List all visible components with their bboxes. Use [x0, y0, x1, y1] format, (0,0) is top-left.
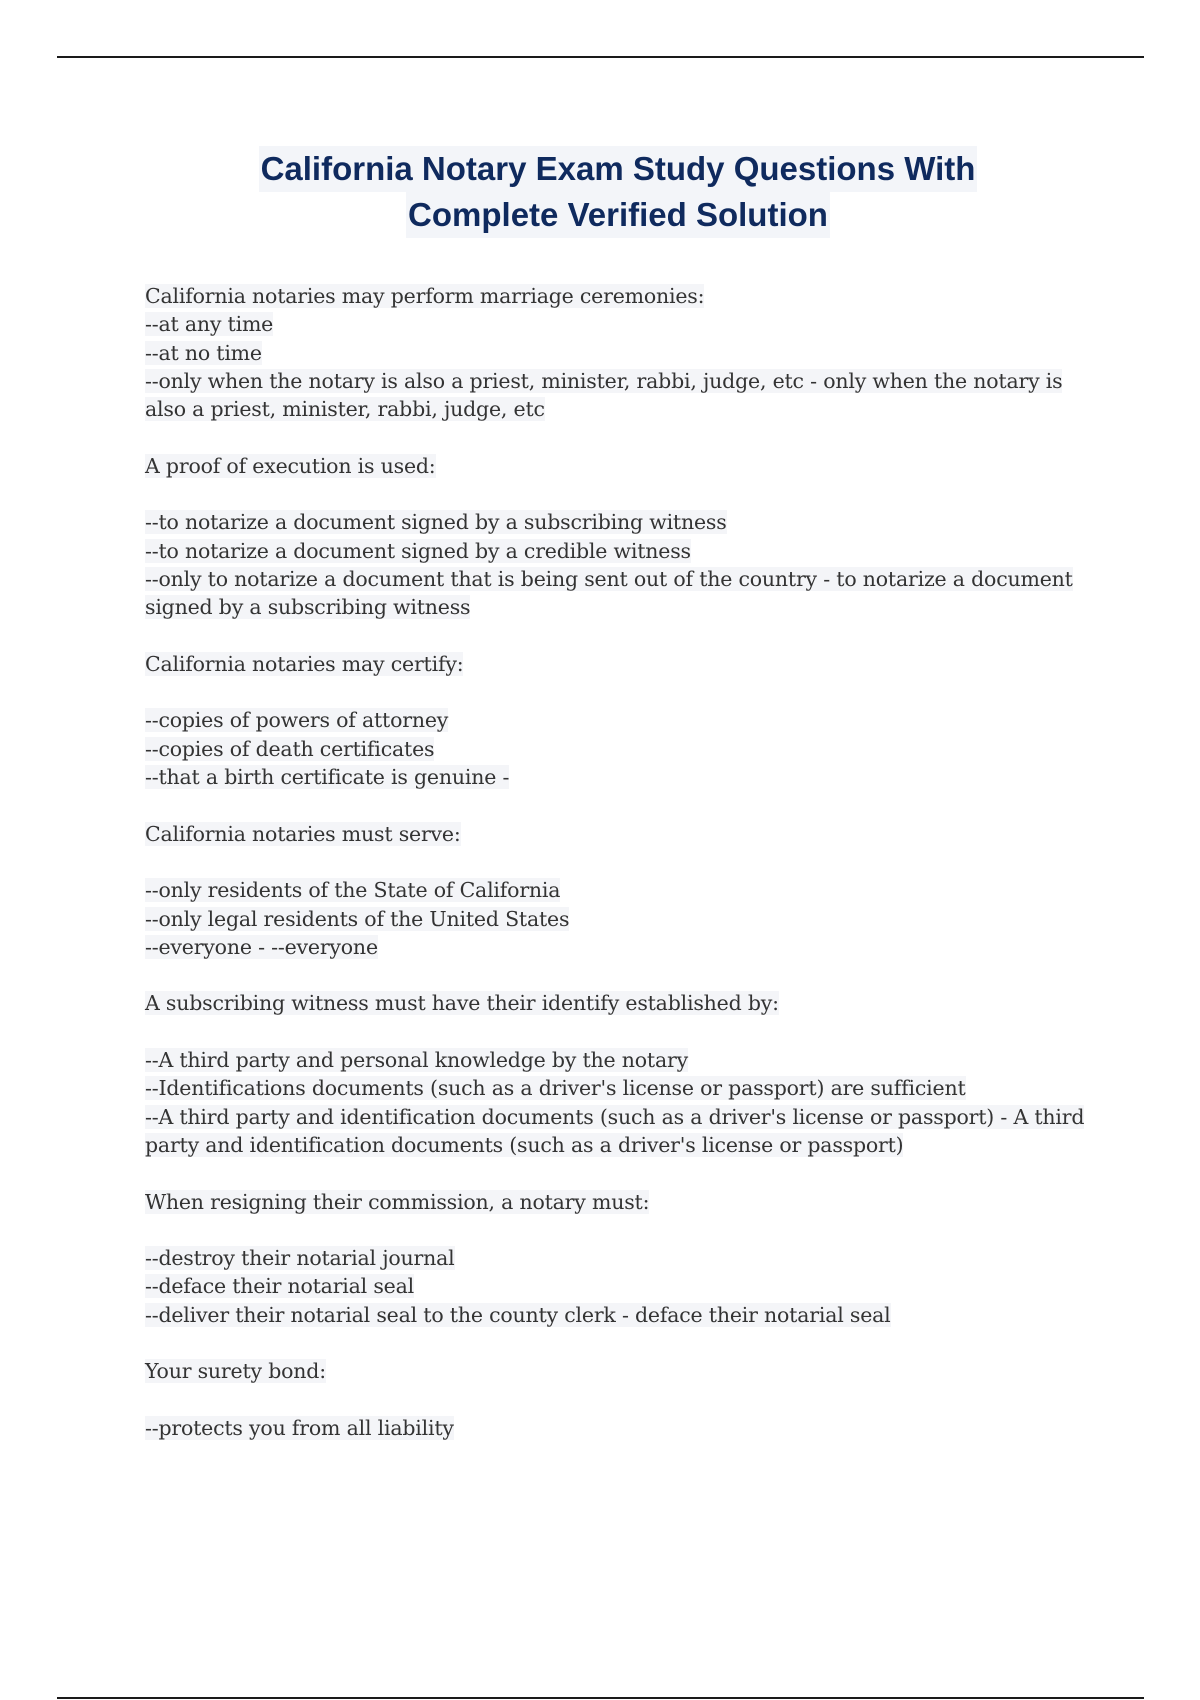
- question-block: [145, 820, 1090, 961]
- question-block: [145, 989, 1090, 1159]
- option-text: --only to notarize a document that is being sent out of the country - to notarize a document signed by a subscribing witness: [145, 566, 1073, 620]
- option-text: --only legal residents of the United States: [145, 906, 570, 931]
- option-text: --deliver their notarial seal to the county clerk - deface their notarial seal: [145, 1302, 891, 1327]
- question-text: California notaries may certify:: [145, 651, 464, 676]
- option-text: --destroy their notarial journal: [145, 1246, 455, 1271]
- question-text: Your surety bond:: [145, 1359, 326, 1384]
- title-line-2: Complete Verified Solution: [406, 192, 830, 238]
- option-text: --that a birth certificate is genuine -: [145, 765, 510, 790]
- option-text: --everyone - --everyone: [145, 934, 378, 959]
- option-text: --A third party and identification documents (such as a driver's license or passport) - A third party and identification documents (such as a driver's license or passport): [145, 1104, 1085, 1157]
- question-block: [145, 650, 1090, 791]
- question-text: A proof of execution is used:: [145, 453, 436, 478]
- question-text: California notaries may perform marriage ceremonies:: [145, 284, 705, 308]
- option-text: --protects you from all liability: [145, 1415, 454, 1440]
- question-block: [145, 1357, 1090, 1442]
- question-block: [145, 282, 1090, 423]
- document-title: [0, 146, 1200, 238]
- option-text: --A third party and personal knowledge by the notary: [145, 1048, 688, 1073]
- option-text: --to notarize a document signed by a credible witness: [145, 538, 691, 563]
- question-block: [145, 452, 1090, 622]
- title-line-1: California Notary Exam Study Questions With: [259, 146, 978, 192]
- option-text: --deface their notarial seal: [145, 1274, 414, 1299]
- document-body: [145, 282, 1090, 1442]
- question-text: When resigning their commission, a notary must:: [145, 1189, 650, 1214]
- option-text: --at any time: [145, 312, 274, 337]
- option-text: --only when the notary is also a priest, minister, rabbi, judge, etc - only when the notary is also a priest, minister, rabbi, judge, etc: [145, 368, 1063, 422]
- option-text: --copies of death certificates: [145, 736, 435, 761]
- option-text: --Identifications documents (such as a driver's license or passport) are sufficient: [145, 1076, 966, 1101]
- question-text: California notaries must serve:: [145, 821, 461, 846]
- question-text: A subscribing witness must have their identify established by:: [145, 991, 779, 1016]
- option-text: --only residents of the State of California: [145, 878, 561, 903]
- option-text: --copies of powers of attorney: [145, 708, 449, 733]
- top-rule: [57, 56, 1144, 58]
- option-text: --at no time: [145, 340, 262, 365]
- bottom-rule: [57, 1697, 1144, 1699]
- option-text: --to notarize a document signed by a subscribing witness: [145, 510, 727, 535]
- question-block: [145, 1188, 1090, 1329]
